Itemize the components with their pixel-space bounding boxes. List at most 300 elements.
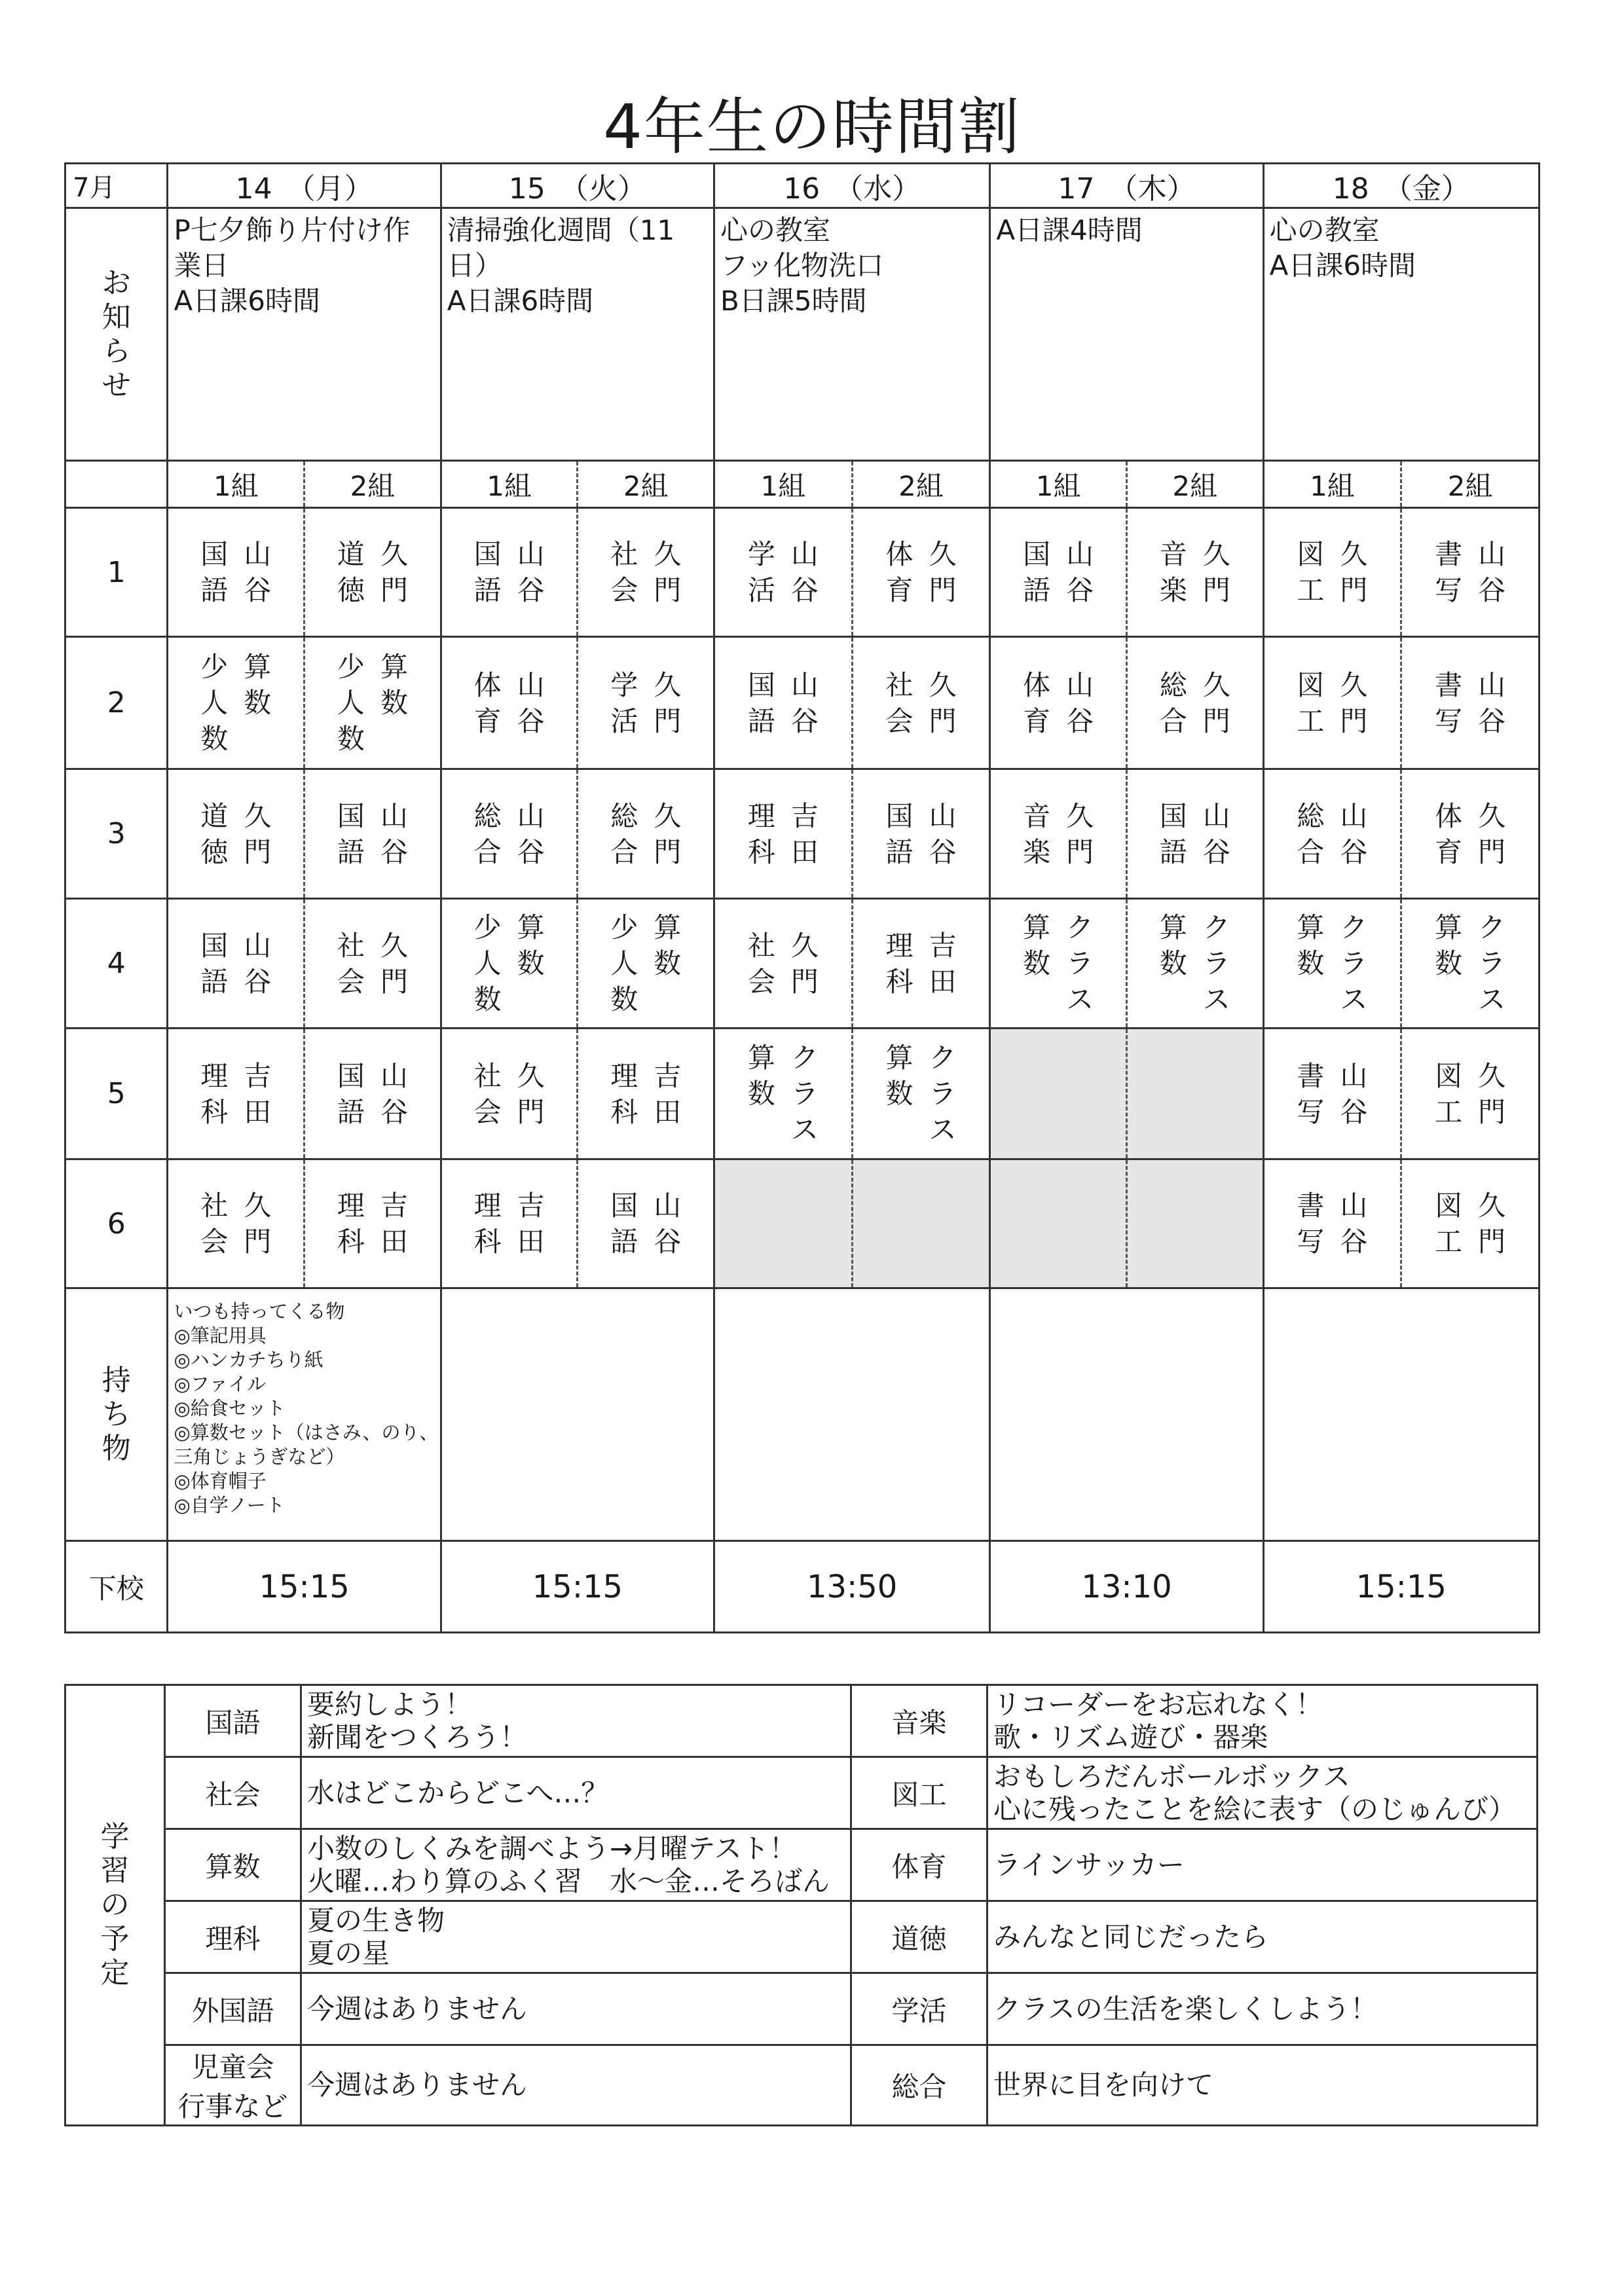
subject-name: 理 科 bbox=[337, 1190, 365, 1258]
date-header-row bbox=[65, 164, 1540, 208]
period-number: 1 bbox=[65, 508, 168, 637]
subject-name: 理 科 bbox=[200, 1059, 229, 1128]
lesson-text bbox=[1297, 909, 1367, 1017]
dismissal-time: 15:15 bbox=[168, 1541, 441, 1633]
teacher-name: 山 谷 bbox=[244, 538, 272, 606]
lesson-text bbox=[1435, 1058, 1505, 1130]
subject-name: 算 数 bbox=[885, 1042, 913, 1110]
lesson-cell bbox=[714, 899, 853, 1029]
study-subject: 外国語 bbox=[165, 1973, 301, 2045]
lesson-text bbox=[1297, 667, 1367, 739]
period-number: 4 bbox=[65, 899, 168, 1029]
subject-name: 書 写 bbox=[1297, 1190, 1325, 1258]
teacher-name: ク ラ ス bbox=[1066, 911, 1094, 1015]
empty-slot bbox=[990, 1159, 1127, 1288]
subject-name: 道 徳 bbox=[200, 799, 229, 868]
lesson-text bbox=[610, 667, 681, 739]
teacher-name: 久 門 bbox=[517, 1059, 545, 1128]
teacher-name: 山 谷 bbox=[380, 1059, 408, 1128]
lesson-cell bbox=[852, 637, 990, 769]
lesson-text bbox=[610, 909, 681, 1017]
notice-cell: 清掃強化週間（11 日） A日課6時間 bbox=[441, 208, 714, 461]
notice-label: お 知 ら せ bbox=[65, 208, 168, 461]
lesson-cell bbox=[578, 1159, 714, 1288]
subject-name: 総 合 bbox=[1159, 668, 1187, 737]
subject-name: 書 写 bbox=[1435, 538, 1463, 606]
lesson-text bbox=[610, 1188, 681, 1260]
lesson-cell bbox=[714, 769, 853, 899]
teacher-name: ク ラ ス bbox=[1478, 911, 1506, 1015]
empty-slot bbox=[714, 1159, 853, 1288]
blank-cell bbox=[65, 461, 168, 508]
group-header: 2組 bbox=[578, 461, 714, 508]
teacher-name: 吉 田 bbox=[790, 799, 819, 868]
lesson-text bbox=[748, 928, 819, 1000]
subject-name: 算 数 bbox=[747, 1042, 775, 1110]
lesson-text bbox=[885, 667, 956, 739]
page-title: 4年生の時間割 bbox=[603, 92, 1021, 163]
lesson-text bbox=[1435, 909, 1505, 1017]
notice-cell: A日課4時間 bbox=[990, 208, 1263, 461]
day-header: 16 （水） bbox=[714, 164, 990, 208]
lesson-text bbox=[200, 649, 271, 757]
lesson-text bbox=[474, 909, 545, 1017]
subject-name: 国 語 bbox=[337, 1059, 365, 1128]
study-subject: 社会 bbox=[165, 1757, 301, 1829]
subject-name: 図 工 bbox=[1297, 668, 1325, 737]
study-row bbox=[65, 1829, 1538, 1901]
study-subject: 算数 bbox=[165, 1829, 301, 1901]
subject-name: 国 語 bbox=[1159, 799, 1187, 868]
lesson-text bbox=[1023, 909, 1094, 1017]
subject-name: 少 人 数 bbox=[473, 911, 502, 1015]
teacher-name: 吉 田 bbox=[929, 929, 957, 998]
belongings-cell bbox=[714, 1288, 990, 1541]
teacher-name: 久 門 bbox=[380, 538, 408, 606]
lesson-text bbox=[1160, 536, 1230, 608]
lesson-text bbox=[1160, 798, 1230, 870]
teacher-name: 久 門 bbox=[1202, 538, 1230, 606]
lesson-cell bbox=[441, 508, 578, 637]
lesson-text bbox=[200, 1188, 271, 1260]
teacher-name: 山 谷 bbox=[790, 668, 819, 737]
lesson-text bbox=[474, 667, 545, 739]
dismissal-label: 下校 bbox=[65, 1541, 168, 1633]
period-row bbox=[65, 637, 1540, 769]
lesson-cell bbox=[304, 637, 441, 769]
teacher-name: 算 数 bbox=[654, 911, 682, 979]
study-description: おもしろだんボールボックス 心に残ったことを絵に表す（のじゅんび） bbox=[987, 1757, 1538, 1829]
lesson-cell bbox=[168, 1159, 304, 1288]
teacher-name: 山 谷 bbox=[244, 929, 272, 998]
lesson-cell bbox=[1401, 637, 1540, 769]
notice-row bbox=[65, 208, 1540, 461]
subject-name: 国 語 bbox=[200, 538, 229, 606]
timetable bbox=[64, 162, 1540, 1633]
lesson-text bbox=[885, 536, 956, 608]
day-header: 15 （火） bbox=[441, 164, 714, 208]
lesson-text bbox=[337, 928, 408, 1000]
group-header: 2組 bbox=[852, 461, 990, 508]
study-subject: 学活 bbox=[851, 1973, 987, 2045]
group-header: 2組 bbox=[1126, 461, 1263, 508]
group-header: 1組 bbox=[990, 461, 1127, 508]
teacher-name: 久 門 bbox=[1202, 668, 1230, 737]
lesson-text bbox=[1023, 798, 1094, 870]
lesson-cell bbox=[852, 1029, 990, 1159]
lesson-text bbox=[474, 1188, 545, 1260]
lesson-cell bbox=[441, 1159, 578, 1288]
lesson-cell bbox=[1263, 769, 1401, 899]
subject-name: 算 数 bbox=[1159, 911, 1187, 979]
subject-name: 理 科 bbox=[747, 799, 775, 868]
lesson-cell bbox=[1126, 508, 1263, 637]
lesson-text bbox=[610, 536, 681, 608]
study-subject: 国語 bbox=[165, 1685, 301, 1757]
study-description: ラインサッカー bbox=[987, 1829, 1538, 1901]
teacher-name: 山 谷 bbox=[1478, 668, 1506, 737]
subject-name: 理 科 bbox=[610, 1059, 638, 1128]
subject-name: 理 科 bbox=[473, 1190, 502, 1258]
empty-slot bbox=[1126, 1159, 1263, 1288]
lesson-text bbox=[610, 1058, 681, 1130]
subject-name: 図 工 bbox=[1435, 1059, 1463, 1128]
dismissal-time: 15:15 bbox=[1263, 1541, 1539, 1633]
lesson-cell bbox=[990, 637, 1127, 769]
teacher-name: 久 門 bbox=[244, 1190, 272, 1258]
teacher-name: 山 谷 bbox=[1340, 799, 1368, 868]
teacher-name: 山 谷 bbox=[1066, 668, 1094, 737]
study-description: クラスの生活を楽しくしよう！ bbox=[987, 1973, 1538, 2045]
teacher-name: 算 数 bbox=[380, 651, 408, 719]
dismissal-time: 15:15 bbox=[441, 1541, 714, 1633]
period-number: 5 bbox=[65, 1029, 168, 1159]
lesson-text bbox=[748, 1040, 819, 1148]
subject-name: 社 会 bbox=[473, 1059, 502, 1128]
lesson-cell bbox=[578, 508, 714, 637]
lesson-cell bbox=[304, 1029, 441, 1159]
teacher-name: 久 門 bbox=[1478, 1190, 1506, 1258]
lesson-cell bbox=[168, 1029, 304, 1159]
study-description: 要約しよう！ 新聞をつくろう！ bbox=[301, 1685, 851, 1757]
teacher-name: 山 谷 bbox=[517, 799, 545, 868]
lesson-cell bbox=[578, 899, 714, 1029]
lesson-cell bbox=[304, 508, 441, 637]
lesson-text bbox=[200, 536, 271, 608]
subject-name: 社 会 bbox=[610, 538, 638, 606]
lesson-cell bbox=[578, 1029, 714, 1159]
group-header: 1組 bbox=[168, 461, 304, 508]
teacher-name: ク ラ ス bbox=[1202, 911, 1230, 1015]
subject-name: 算 数 bbox=[1023, 911, 1051, 979]
teacher-name: 久 門 bbox=[380, 929, 408, 998]
lesson-cell bbox=[1263, 637, 1401, 769]
study-description: みんなと同じだったら bbox=[987, 1901, 1538, 1973]
study-description: 今週はありません bbox=[301, 1973, 851, 2045]
study-subject: 児童会 行事など bbox=[165, 2045, 301, 2126]
teacher-name: 久 門 bbox=[929, 538, 957, 606]
dismissal-row bbox=[65, 1541, 1540, 1633]
period-row bbox=[65, 1159, 1540, 1288]
lesson-text bbox=[885, 1040, 956, 1148]
lesson-text bbox=[1023, 536, 1094, 608]
lesson-cell bbox=[168, 769, 304, 899]
teacher-name: 山 谷 bbox=[517, 538, 545, 606]
teacher-name: 久 門 bbox=[654, 538, 682, 606]
lesson-cell bbox=[990, 769, 1127, 899]
teacher-name: 久 門 bbox=[1066, 799, 1094, 868]
period-number: 2 bbox=[65, 637, 168, 769]
teacher-name: 山 谷 bbox=[380, 799, 408, 868]
lesson-text bbox=[1435, 667, 1505, 739]
group-header-row bbox=[65, 461, 1540, 508]
lesson-cell bbox=[441, 637, 578, 769]
subject-name: 国 語 bbox=[200, 929, 229, 998]
empty-slot bbox=[852, 1159, 990, 1288]
study-description: 小数のしくみを調べよう→月曜テスト！ 火曜…わり算のふく習 水～金…そろばん bbox=[301, 1829, 851, 1901]
subject-name: 社 会 bbox=[885, 668, 913, 737]
lesson-cell bbox=[578, 637, 714, 769]
lesson-text bbox=[200, 798, 271, 870]
lesson-text bbox=[1023, 667, 1094, 739]
subject-name: 算 数 bbox=[1297, 911, 1325, 979]
lesson-cell bbox=[304, 769, 441, 899]
subject-name: 国 語 bbox=[885, 799, 913, 868]
study-description: 世界に目を向けて bbox=[987, 2045, 1538, 2126]
teacher-name: 久 門 bbox=[1340, 538, 1368, 606]
period-number: 3 bbox=[65, 769, 168, 899]
lesson-cell bbox=[714, 1029, 853, 1159]
study-row bbox=[65, 1973, 1538, 2045]
teacher-name: 久 門 bbox=[790, 929, 819, 998]
lesson-text bbox=[1297, 536, 1367, 608]
teacher-name: 算 数 bbox=[244, 651, 272, 719]
study-row bbox=[65, 1685, 1538, 1757]
subject-name: 音 楽 bbox=[1159, 538, 1187, 606]
subject-name: 書 写 bbox=[1297, 1059, 1325, 1128]
notice-cell: P七夕飾り片付け作 業日 A日課6時間 bbox=[168, 208, 441, 461]
belongings-cell bbox=[990, 1288, 1263, 1541]
belongings-cell bbox=[441, 1288, 714, 1541]
lesson-text bbox=[337, 649, 408, 757]
study-plan bbox=[64, 1684, 1538, 2126]
study-subject: 図工 bbox=[851, 1757, 987, 1829]
subject-name: 国 語 bbox=[610, 1190, 638, 1258]
belongings-label: 持 ち 物 bbox=[65, 1288, 168, 1541]
subject-name: 総 合 bbox=[1297, 799, 1325, 868]
lesson-text bbox=[748, 536, 819, 608]
lesson-text bbox=[474, 798, 545, 870]
study-row bbox=[65, 2045, 1538, 2126]
study-description: リコーダーをお忘れなく！ 歌・リズム遊び・器楽 bbox=[987, 1685, 1538, 1757]
lesson-text bbox=[1297, 1188, 1367, 1260]
group-header: 2組 bbox=[1401, 461, 1540, 508]
subject-name: 書 写 bbox=[1435, 668, 1463, 737]
lesson-cell bbox=[1401, 1159, 1540, 1288]
teacher-name: 久 門 bbox=[1478, 799, 1506, 868]
subject-name: 国 語 bbox=[1023, 538, 1051, 606]
lesson-text bbox=[748, 667, 819, 739]
teacher-name: ク ラ ス bbox=[1340, 911, 1368, 1015]
study-subject: 道徳 bbox=[851, 1901, 987, 1973]
lesson-cell bbox=[1263, 899, 1401, 1029]
lesson-text bbox=[1435, 1188, 1505, 1260]
lesson-cell bbox=[441, 1029, 578, 1159]
period-row bbox=[65, 1029, 1540, 1159]
lesson-text bbox=[1160, 909, 1230, 1017]
lesson-text bbox=[610, 798, 681, 870]
subject-name: 道 徳 bbox=[337, 538, 365, 606]
teacher-name: 吉 田 bbox=[654, 1059, 682, 1128]
subject-name: 体 育 bbox=[885, 538, 913, 606]
lesson-cell bbox=[852, 899, 990, 1029]
lesson-text bbox=[1297, 798, 1367, 870]
lesson-cell bbox=[1126, 899, 1263, 1029]
group-header: 1組 bbox=[1263, 461, 1401, 508]
lesson-text bbox=[1435, 798, 1505, 870]
period-row bbox=[65, 508, 1540, 637]
subject-name: 音 楽 bbox=[1023, 799, 1051, 868]
teacher-name: 久 門 bbox=[1340, 668, 1368, 737]
teacher-name: 山 谷 bbox=[1066, 538, 1094, 606]
lesson-cell bbox=[304, 899, 441, 1029]
lesson-cell bbox=[1401, 508, 1540, 637]
teacher-name: 山 谷 bbox=[1340, 1190, 1368, 1258]
lesson-cell bbox=[168, 899, 304, 1029]
lesson-text bbox=[337, 1188, 408, 1260]
notice-cell: 心の教室 フッ化物洗口 B日課5時間 bbox=[714, 208, 990, 461]
study-label: 学 習 の 予 定 bbox=[65, 1685, 165, 2126]
teacher-name: 久 門 bbox=[244, 799, 272, 868]
study-row bbox=[65, 1757, 1538, 1829]
group-header: 1組 bbox=[714, 461, 853, 508]
dismissal-time: 13:50 bbox=[714, 1541, 990, 1633]
lesson-text bbox=[885, 798, 956, 870]
teacher-name: 山 谷 bbox=[517, 668, 545, 737]
subject-name: 社 会 bbox=[337, 929, 365, 998]
subject-name: 社 会 bbox=[200, 1190, 229, 1258]
lesson-cell bbox=[852, 769, 990, 899]
subject-name: 体 育 bbox=[473, 668, 502, 737]
lesson-cell bbox=[578, 769, 714, 899]
study-description: 今週はありません bbox=[301, 2045, 851, 2126]
subject-name: 国 語 bbox=[337, 799, 365, 868]
empty-slot bbox=[990, 1029, 1127, 1159]
subject-name: 少 人 数 bbox=[610, 911, 638, 1015]
teacher-name: 算 数 bbox=[517, 911, 545, 979]
day-header: 14 （月） bbox=[168, 164, 441, 208]
teacher-name: 山 谷 bbox=[654, 1190, 682, 1258]
lesson-cell bbox=[1401, 1029, 1540, 1159]
lesson-cell bbox=[1263, 1029, 1401, 1159]
subject-name: 少 人 数 bbox=[337, 651, 365, 755]
study-description: 水はどこからどこへ…？ bbox=[301, 1757, 851, 1829]
lesson-text bbox=[474, 536, 545, 608]
lesson-cell bbox=[304, 1159, 441, 1288]
lesson-cell bbox=[852, 508, 990, 637]
lesson-cell bbox=[168, 637, 304, 769]
study-subject: 体育 bbox=[851, 1829, 987, 1901]
study-subject: 理科 bbox=[165, 1901, 301, 1973]
lesson-cell bbox=[714, 637, 853, 769]
subject-name: 少 人 数 bbox=[200, 651, 229, 755]
lesson-cell bbox=[990, 508, 1127, 637]
subject-name: 図 工 bbox=[1297, 538, 1325, 606]
subject-name: 国 語 bbox=[473, 538, 502, 606]
subject-name: 体 育 bbox=[1435, 799, 1463, 868]
belongings-list: いつも持ってくる物 ◎筆記用具 ◎ハンカチちり紙 ◎ファイル ◎給食セット ◎算数セット（はさみ、のり、 三角じょうぎなど） ◎体育帽子 ◎自学ノート bbox=[168, 1288, 441, 1541]
teacher-name: ク ラ ス bbox=[790, 1042, 819, 1146]
day-header: 17 （木） bbox=[990, 164, 1263, 208]
lesson-cell bbox=[1263, 1159, 1401, 1288]
study-subject: 総合 bbox=[851, 2045, 987, 2126]
period-row bbox=[65, 899, 1540, 1029]
teacher-name: 山 谷 bbox=[929, 799, 957, 868]
group-header: 2組 bbox=[304, 461, 441, 508]
teacher-name: 山 谷 bbox=[790, 538, 819, 606]
lesson-text bbox=[885, 928, 956, 1000]
lesson-text bbox=[337, 798, 408, 870]
lesson-text bbox=[1435, 536, 1505, 608]
lesson-cell bbox=[1126, 769, 1263, 899]
lesson-text bbox=[200, 1058, 271, 1130]
lesson-cell bbox=[168, 508, 304, 637]
lesson-text bbox=[200, 928, 271, 1000]
teacher-name: 吉 田 bbox=[244, 1059, 272, 1128]
lesson-cell bbox=[1126, 637, 1263, 769]
lesson-cell bbox=[441, 769, 578, 899]
lesson-text bbox=[474, 1058, 545, 1130]
subject-name: 総 合 bbox=[610, 799, 638, 868]
dismissal-time: 13:10 bbox=[990, 1541, 1263, 1633]
teacher-name: 久 門 bbox=[654, 799, 682, 868]
lesson-text bbox=[1297, 1058, 1367, 1130]
notice-cell: 心の教室 A日課6時間 bbox=[1263, 208, 1539, 461]
study-row bbox=[65, 1901, 1538, 1973]
lesson-text bbox=[337, 536, 408, 608]
subject-name: 国 語 bbox=[747, 668, 775, 737]
lesson-text bbox=[748, 798, 819, 870]
lesson-cell bbox=[714, 508, 853, 637]
subject-name: 総 合 bbox=[473, 799, 502, 868]
belongings-row bbox=[65, 1288, 1540, 1541]
subject-name: 学 活 bbox=[610, 668, 638, 737]
lesson-cell bbox=[1263, 508, 1401, 637]
empty-slot bbox=[1126, 1029, 1263, 1159]
lesson-text bbox=[1160, 667, 1230, 739]
teacher-name: 山 谷 bbox=[1478, 538, 1506, 606]
teacher-name: 山 谷 bbox=[1340, 1059, 1368, 1128]
period-row bbox=[65, 769, 1540, 899]
study-subject: 音楽 bbox=[851, 1685, 987, 1757]
subject-name: 学 活 bbox=[747, 538, 775, 606]
group-header: 1組 bbox=[441, 461, 578, 508]
teacher-name: 久 門 bbox=[1478, 1059, 1506, 1128]
subject-name: 体 育 bbox=[1023, 668, 1051, 737]
lesson-cell bbox=[990, 899, 1127, 1029]
lesson-cell bbox=[1401, 769, 1540, 899]
teacher-name: 吉 田 bbox=[380, 1190, 408, 1258]
teacher-name: 吉 田 bbox=[517, 1190, 545, 1258]
subject-name: 図 工 bbox=[1435, 1190, 1463, 1258]
subject-name: 算 数 bbox=[1435, 911, 1463, 979]
day-header: 18 （金） bbox=[1263, 164, 1539, 208]
teacher-name: 久 門 bbox=[929, 668, 957, 737]
teacher-name: ク ラ ス bbox=[929, 1042, 957, 1146]
study-description: 夏の生き物 夏の星 bbox=[301, 1901, 851, 1973]
teacher-name: 久 門 bbox=[654, 668, 682, 737]
lesson-text bbox=[337, 1058, 408, 1130]
